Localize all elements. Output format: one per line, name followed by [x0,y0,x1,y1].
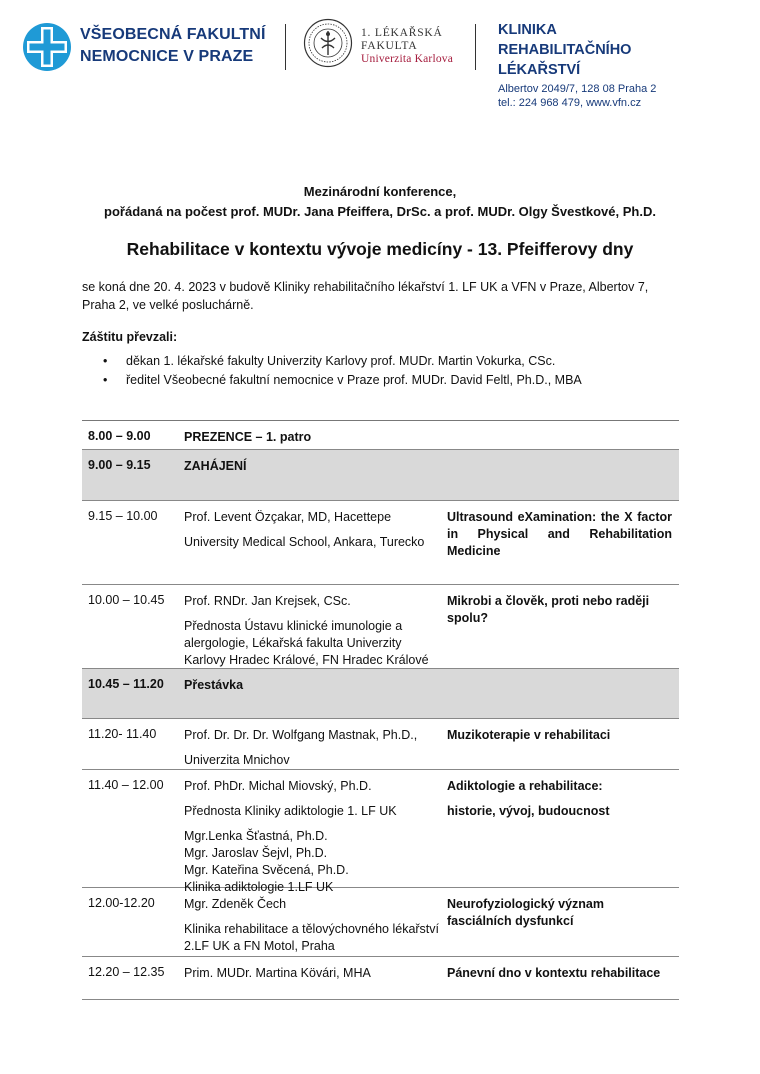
clinic-address: Albertov 2049/7, 128 08 Praha 2 [498,83,657,95]
program-label: ZAHÁJENÍ [184,459,247,473]
program-time: 11.40 – 12.00 [88,778,164,792]
program-affiliation: University Medical School, Ankara, Turecko [184,535,425,549]
header-divider-2 [475,24,476,70]
program-affiliation: Přednosta Ústavu klinické imunologie a alergologie, Lékařská fakulta Univerzity Karlovy Hradec Králové, FN Hradec Králové [184,619,429,667]
program-time: 10.45 – 11.20 [88,677,164,691]
conference-title: Rehabilitace v kontextu vývoje medicíny - 13. Pfeifferovy dny [126,239,634,259]
program-row [82,888,679,957]
program-row [82,501,679,585]
program-time: 11.20- 11.40 [88,727,157,741]
program-row [82,585,679,669]
clinic-phone-web: tel.: 224 968 479, www.vfn.cz [498,97,642,109]
faculty-name-line1: 1. LÉKAŘSKÁ [361,27,443,39]
program-topic: Neurofyziologický význam fasciálních dysfunkcí [447,897,604,928]
conference-heading: Mezinárodní konference, [303,184,457,199]
patronage-list [82,352,582,390]
clinic-name [498,20,631,80]
program-affiliation: Klinika rehabilitace a tělovýchovného lékařství 2.LF UK a FN Motol, Praha [184,922,439,953]
program-time: 12.20 – 12.35 [88,965,165,979]
program-label: PREZENCE – 1. patro [184,430,312,444]
program-speaker: Prof. Levent Özçakar, MD, Hacettepe [184,510,392,524]
program-topic: Adiktologie a rehabilitace: [447,779,603,793]
program-speaker: Prof. RNDr. Jan Krejsek, CSc. [184,594,351,608]
program-time: 9.00 – 9.15 [88,458,151,472]
program-time: 9.15 – 10.00 [88,509,158,523]
program-coauthor: Klinika adiktologie 1.LF UK [184,880,334,894]
clinic-contact [498,82,656,110]
program-row [82,957,679,1000]
faculty-name [361,27,453,66]
program-label: Přestávka [184,678,244,692]
program-time: 8.00 – 9.00 [88,429,151,443]
program-topic: Muzikoterapie v rehabilitaci [447,728,611,742]
program-speaker-block [184,965,439,982]
conference-honorees: pořádaná na počest prof. MUDr. Jana Pfeiffera, DrSc. a prof. MUDr. Olgy Švestkové, Ph.D. [104,204,656,219]
program-speaker-block [184,593,439,669]
program-row [82,770,679,894]
program-row [82,669,679,719]
program-speaker-block [184,896,439,955]
patronage-item: • děkan 1. lékařské fakulty Univerzity Karlovy prof. MUDr. Martin Vokurka, CSc. [82,352,582,371]
program-row [82,421,679,450]
program-topic-block [447,778,672,820]
patronage-title: Záštitu převzali: [82,330,178,344]
vfn-logo-cross-icon [22,22,72,72]
program-speaker: Prof. Dr. Dr. Dr. Wolfgang Mastnak, Ph.D., [184,728,418,742]
program-coauthor: Mgr.Lenka Šťastná, Ph.D. [184,829,328,843]
program-topic-subtitle: historie, vývoj, budoucnost [447,804,610,818]
faculty-seal-icon [303,18,353,68]
program-affiliation: Univerzita Mnichov [184,753,290,767]
program-table [82,420,679,1000]
program-topic: Ultrasound eXamination: the X factor in Physical and Rehabilitation Medicine [447,510,672,558]
conference-intro: se koná dne 20. 4. 2023 v budově Kliniky rehabilitačního lékařství 1. LF UK a VFN v Praze, Albertov 7, Praha 2, ve velké posluchárně. [82,280,649,312]
program-row [82,450,679,501]
faculty-name-line2: FAKULTA [361,40,418,52]
program-coauthor: Mgr. Kateřina Svěcená, Ph.D. [184,863,349,877]
program-speaker-block [184,509,439,551]
vfn-name-line2: NEMOCNICE V PRAZE [80,48,254,65]
program-speaker-block [184,778,439,896]
header-divider [285,24,286,70]
clinic-name-line1: KLINIKA [498,22,557,38]
program-time: 10.00 – 10.45 [88,593,165,607]
program-affiliation: Přednosta Kliniky adiktologie 1. LF UK [184,804,397,818]
program-topic: Mikrobi a člověk, proti nebo raději spolu? [447,594,650,625]
patronage-item: • ředitel Všeobecné fakultní nemocnice v Praze prof. MUDr. David Feltl, Ph.D., MBA [82,371,582,390]
vfn-name [80,24,280,68]
program-coauthor: Mgr. Jaroslav Šejvl, Ph.D. [184,846,328,860]
program-speaker-block [184,727,439,769]
program-speaker: Mgr. Zdeněk Čech [184,897,287,911]
program-row [82,719,679,770]
program-time: 12.00-12.20 [88,896,155,910]
program-speaker: Prim. MUDr. Martina Kövári, MHA [184,966,371,980]
program-speaker: Prof. PhDr. Michal Miovský, Ph.D. [184,779,372,793]
clinic-name-line2: REHABILITAČNÍHO [498,42,632,58]
vfn-name-line1: VŠEOBECNÁ FAKULTNÍ [80,26,266,43]
program-topic: Pánevní dno v kontextu rehabilitace [447,966,661,980]
university-name: Univerzita Karlova [361,53,454,65]
clinic-name-line3: LÉKAŘSTVÍ [498,62,581,78]
